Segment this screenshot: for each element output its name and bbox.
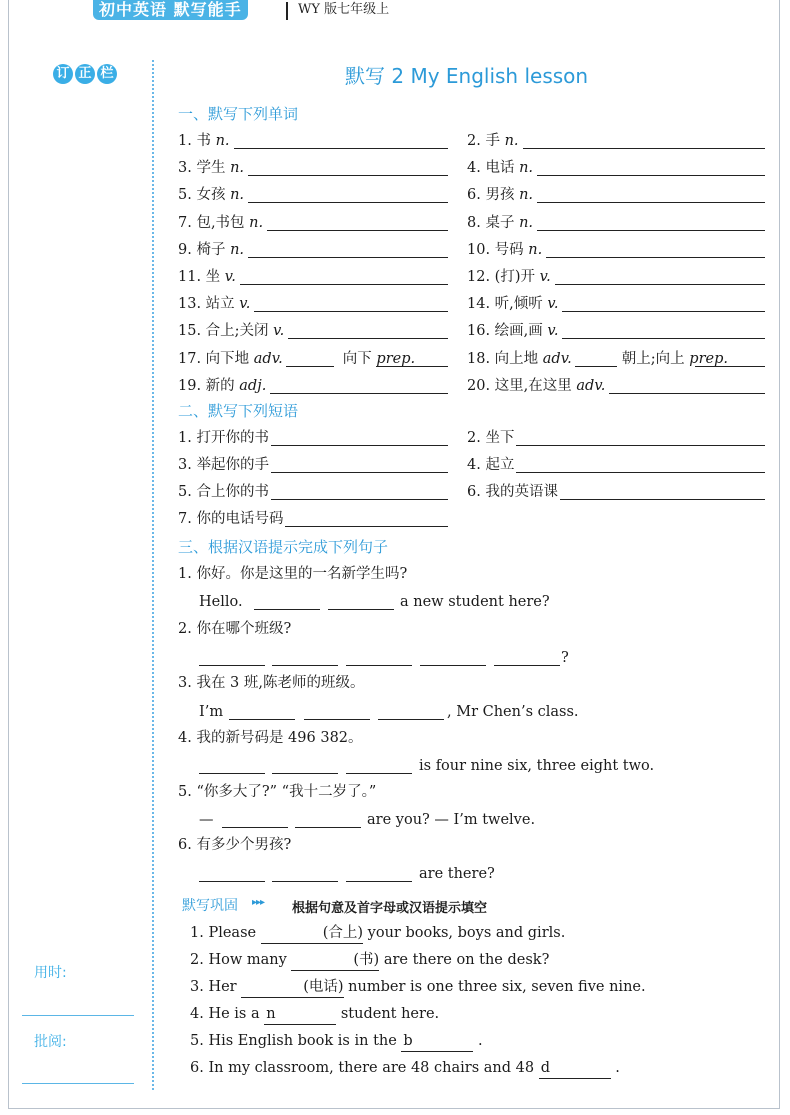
answer-blank[interactable] (288, 338, 448, 339)
item-number: 2. (190, 952, 204, 968)
answer-blank[interactable] (271, 445, 448, 446)
answer-blank[interactable] (248, 202, 448, 203)
fill-item (190, 1004, 439, 1025)
correction-char: 订 (53, 64, 73, 84)
answer-blank[interactable] (271, 499, 448, 500)
answer-blank[interactable] (254, 311, 448, 312)
sentence-end (561, 648, 569, 668)
english-text: are there? (419, 866, 495, 882)
item-number: 7. (178, 511, 192, 527)
part-of-speech: n. (230, 160, 245, 177)
item-number: 4. (467, 457, 481, 473)
chinese-prompt: 我的英语课 (485, 484, 558, 500)
answer-blank[interactable] (267, 230, 448, 231)
chinese-prompt: 学生 (196, 160, 226, 177)
phrase-item (467, 482, 558, 502)
english-text: number is one three six, seven five nine. (348, 979, 646, 995)
english-text: . (615, 1060, 620, 1076)
sentence-end (419, 864, 495, 884)
sentence-end (400, 592, 550, 612)
answer-blank[interactable]: (合上) (261, 923, 363, 944)
part-of-speech: v. (239, 296, 251, 313)
chinese-prompt: 有多少个男孩? (196, 837, 292, 853)
english-text: are you? — I’m twelve. (367, 812, 536, 828)
chinese-prompt: 书 (196, 133, 211, 149)
part-of-speech: v. (547, 323, 559, 340)
sentence-start (199, 810, 214, 830)
fill-item (190, 1058, 620, 1079)
part-of-speech: adv. (253, 350, 283, 367)
answer-blank[interactable] (199, 881, 265, 882)
chinese-prompt: 号码 (494, 241, 524, 258)
part-of-speech: n. (504, 133, 519, 149)
answer-blank[interactable] (270, 393, 448, 394)
answer-blank[interactable] (272, 773, 338, 774)
word-item (178, 376, 266, 396)
part-of-speech: n. (230, 187, 245, 204)
answer-blank[interactable] (560, 499, 765, 500)
item-number: 4. (178, 730, 192, 746)
english-text: student here. (340, 1006, 440, 1022)
answer-blank[interactable] (523, 148, 765, 149)
item-number: 11. (178, 269, 202, 285)
part-of-speech: n. (249, 214, 264, 231)
answer-blank[interactable] (346, 665, 412, 666)
sentence-prompt (178, 619, 291, 639)
chinese-prompt: 新的 (205, 377, 235, 394)
answer-blank[interactable] (272, 665, 338, 666)
phrase-item (178, 509, 283, 529)
part-of-speech: prep. (689, 350, 728, 367)
word-item (467, 240, 542, 260)
english-text: He is a (208, 1006, 260, 1022)
english-text: are there on the desk? (383, 952, 550, 968)
answer-blank[interactable] (575, 366, 617, 367)
consolidation-header (182, 895, 488, 916)
header-divider (286, 2, 288, 20)
chinese-prompt: 桌子 (485, 214, 515, 231)
time-label: 用时: (34, 965, 67, 981)
chinese-prompt: 合上你的书 (196, 484, 269, 500)
part-of-speech: n. (519, 160, 534, 177)
word-item (467, 213, 533, 233)
answer-blank[interactable] (537, 202, 765, 203)
item-number: 1. (190, 925, 204, 941)
english-text: — (199, 812, 214, 828)
answer-blank[interactable] (240, 284, 448, 285)
chinese-prompt: 向下 (342, 350, 372, 367)
part-of-speech: v. (539, 269, 551, 285)
answer-blank[interactable] (328, 609, 394, 610)
review-label: 批阅: (34, 1034, 67, 1050)
sentence-end (447, 702, 579, 722)
sentence-prompt (178, 564, 407, 584)
part-of-speech: n. (215, 133, 230, 149)
sentence-start (199, 702, 223, 722)
letter-hint-blank[interactable]: d (539, 1058, 611, 1079)
chinese-prompt: 我的新号码是 496 382。 (196, 730, 363, 746)
sentence-prompt (178, 673, 365, 693)
chinese-prompt: 起立 (485, 457, 515, 473)
sentence-prompt (178, 835, 291, 855)
word-item (178, 213, 263, 233)
part-of-speech: v. (547, 296, 559, 313)
answer-blank[interactable] (286, 366, 334, 367)
part-of-speech: adv. (542, 350, 572, 367)
page-title: 默写 2 My English lesson (345, 64, 589, 88)
english-text: is four nine six, three eight two. (419, 758, 655, 774)
word-item (178, 240, 244, 260)
english-text: His English book is in the (208, 1033, 397, 1049)
part-of-speech: v. (224, 269, 236, 285)
chinese-prompt: 你好。你是这里的一名新学生吗? (196, 566, 408, 582)
item-number: 7. (178, 214, 192, 231)
answer-blank[interactable] (537, 230, 765, 231)
chinese-prompt: 这里,在这里 (494, 377, 572, 394)
word-item (467, 294, 558, 314)
item-number: 3. (178, 675, 192, 691)
answer-blank[interactable] (537, 175, 765, 176)
chinese-prompt: 站立 (205, 296, 235, 313)
word-item (467, 321, 558, 341)
item-number: 10. (467, 241, 491, 258)
answer-blank[interactable] (199, 773, 265, 774)
answer-blank[interactable]: (书) (291, 950, 379, 971)
item-number: 9. (178, 241, 192, 258)
chinese-prompt: 包,书包 (196, 214, 245, 231)
english-text: a new student here? (400, 594, 550, 610)
fill-item (190, 977, 646, 998)
word-item (178, 158, 244, 178)
correction-char: 栏 (97, 64, 117, 84)
item-number: 2. (178, 621, 192, 637)
answer-blank[interactable] (346, 881, 412, 882)
chinese-prompt: 绘画,画 (494, 323, 543, 340)
english-text: Her (208, 979, 237, 995)
english-text: , Mr Chen’s class. (447, 704, 579, 720)
chinese-prompt: 举起你的手 (196, 457, 269, 473)
answer-blank[interactable] (272, 881, 338, 882)
item-number: 14. (467, 296, 491, 313)
item-number: 5. (178, 484, 192, 500)
correction-char: 正 (75, 64, 95, 84)
part-of-speech: n. (519, 214, 534, 231)
chinese-prompt: 手 (485, 133, 500, 149)
answer-blank[interactable] (609, 393, 765, 394)
sentence-prompt (178, 782, 376, 802)
item-number: 19. (178, 377, 202, 394)
item-number: 12. (467, 269, 491, 285)
chinese-prompt: 你在哪个班级? (196, 621, 292, 637)
english-text: How many (208, 952, 287, 968)
item-number: 1. (178, 133, 192, 149)
chinese-prompt: 朝上;向上 (621, 350, 685, 367)
part-of-speech: adj. (239, 377, 267, 394)
margin-dotted-line (152, 60, 154, 1090)
sentence-start (199, 592, 243, 612)
word-item (467, 267, 551, 287)
part-of-speech: n. (528, 241, 543, 258)
consolidation-title: 根据句意及首字母或汉语提示填空 (292, 901, 488, 916)
answer-blank[interactable]: (电话) (241, 977, 343, 998)
answer-blank[interactable] (555, 284, 765, 285)
edition-label: WY 版七年级上 (298, 2, 390, 17)
answer-blank[interactable] (420, 665, 486, 666)
answer-blank[interactable] (254, 609, 320, 610)
item-number: 5. (178, 187, 192, 204)
chinese-prompt: 向上地 (494, 350, 539, 367)
item-number: 3. (178, 457, 192, 473)
consolidation-tag: 默写巩固 (182, 898, 238, 914)
item-number: 6. (190, 1060, 204, 1076)
chinese-prompt: 合上;关闭 (205, 323, 269, 340)
item-number: 13. (178, 296, 202, 313)
item-number: 6. (467, 187, 481, 204)
item-number: 2. (467, 133, 481, 149)
answer-blank[interactable] (376, 366, 448, 367)
item-number: 3. (178, 160, 192, 177)
section-3-title: 三、根据汉语提示完成下列句子 (178, 538, 389, 556)
word-item (467, 131, 519, 151)
english-text: Please (208, 925, 257, 941)
arrows-icon: ▸▸▸ (252, 897, 265, 908)
answer-blank[interactable] (199, 665, 265, 666)
chinese-prompt: 我在 3 班,陈老师的班级。 (196, 675, 365, 691)
answer-blank[interactable] (222, 827, 288, 828)
answer-blank[interactable] (295, 827, 361, 828)
time-line[interactable] (22, 1015, 134, 1016)
english-text: In my classroom, there are 48 chairs and 48 (208, 1060, 535, 1076)
part-of-speech: adv. (576, 377, 606, 394)
fill-item (190, 950, 549, 971)
part-of-speech: v. (273, 323, 285, 340)
word-item (178, 185, 244, 205)
chinese-prompt: 听,倾听 (494, 296, 543, 313)
header (8, 0, 778, 24)
item-number: 4. (467, 160, 481, 177)
word-item (178, 131, 230, 151)
part-of-speech: prep. (376, 350, 416, 367)
chinese-prompt: (打)开 (494, 269, 535, 285)
part-of-speech: n. (519, 187, 534, 204)
section-2-title: 二、默写下列短语 (178, 402, 299, 420)
word-item (467, 376, 605, 396)
english-text: I’m (199, 704, 224, 720)
word-item (467, 158, 533, 178)
answer-blank[interactable] (271, 472, 448, 473)
item-number: 16. (467, 323, 491, 340)
letter-hint-blank[interactable]: n (264, 1004, 336, 1025)
review-line[interactable] (22, 1083, 134, 1084)
answer-blank[interactable] (516, 445, 765, 446)
phrase-item (178, 482, 269, 502)
english-text: your books, boys and girls. (367, 925, 566, 941)
phrase-item (467, 428, 514, 448)
series-title: 初中英语 默写能手 (93, 0, 248, 20)
item-number: 5. (178, 784, 192, 800)
item-number: 6. (467, 484, 481, 500)
chinese-prompt: 打开你的书 (196, 430, 269, 446)
answer-blank[interactable] (304, 719, 370, 720)
item-number: 5. (190, 1033, 204, 1049)
answer-blank[interactable] (695, 366, 765, 367)
phrase-item (178, 428, 269, 448)
chinese-prompt: “你多大了?” “我十二岁了。” (196, 784, 377, 800)
answer-blank[interactable] (346, 773, 412, 774)
phrase-item (178, 455, 269, 475)
sentence-prompt (178, 728, 363, 748)
sentence-end (419, 756, 654, 776)
item-number: 8. (467, 214, 481, 231)
item-number: 17. (178, 350, 202, 367)
answer-blank[interactable] (562, 338, 765, 339)
item-number: 20. (467, 377, 491, 394)
word-item (178, 321, 284, 341)
item-number: 15. (178, 323, 202, 340)
chinese-prompt: 坐下 (485, 430, 515, 446)
letter-hint-blank[interactable]: b (401, 1031, 473, 1052)
answer-blank[interactable] (229, 719, 295, 720)
english-text: . (478, 1033, 483, 1049)
item-number: 18. (467, 350, 491, 367)
answer-blank[interactable] (562, 311, 765, 312)
item-number: 1. (178, 430, 192, 446)
answer-blank[interactable] (248, 175, 448, 176)
item-number: 2. (467, 430, 481, 446)
item-number: 1. (178, 566, 192, 582)
english-text: Hello. (199, 594, 243, 610)
chinese-prompt: 女孩 (196, 187, 226, 204)
fill-item (190, 1031, 483, 1052)
item-number: 3. (190, 979, 204, 995)
answer-blank[interactable] (285, 526, 448, 527)
chinese-prompt: 男孩 (485, 187, 515, 204)
word-item (178, 267, 236, 287)
word-item (467, 185, 533, 205)
part-of-speech: n. (230, 241, 245, 258)
answer-blank[interactable] (516, 472, 765, 473)
answer-blank[interactable] (248, 257, 448, 258)
item-number: 6. (178, 837, 192, 853)
sentence-end (367, 810, 535, 830)
item-number: 4. (190, 1006, 204, 1022)
english-text: ? (561, 650, 569, 666)
fill-item (190, 923, 565, 944)
answer-blank[interactable] (494, 665, 560, 666)
chinese-prompt: 坐 (205, 269, 221, 285)
chinese-prompt: 椅子 (196, 241, 226, 258)
chinese-prompt: 向下地 (205, 350, 250, 367)
word-item (178, 294, 250, 314)
correction-column-label (53, 64, 117, 84)
chinese-prompt: 你的电话号码 (196, 511, 284, 527)
phrase-item (467, 455, 514, 475)
chinese-prompt: 电话 (485, 160, 515, 177)
answer-blank[interactable] (234, 148, 448, 149)
answer-blank[interactable] (546, 257, 765, 258)
answer-blank[interactable] (378, 719, 444, 720)
section-1-title: 一、默写下列单词 (178, 105, 299, 123)
